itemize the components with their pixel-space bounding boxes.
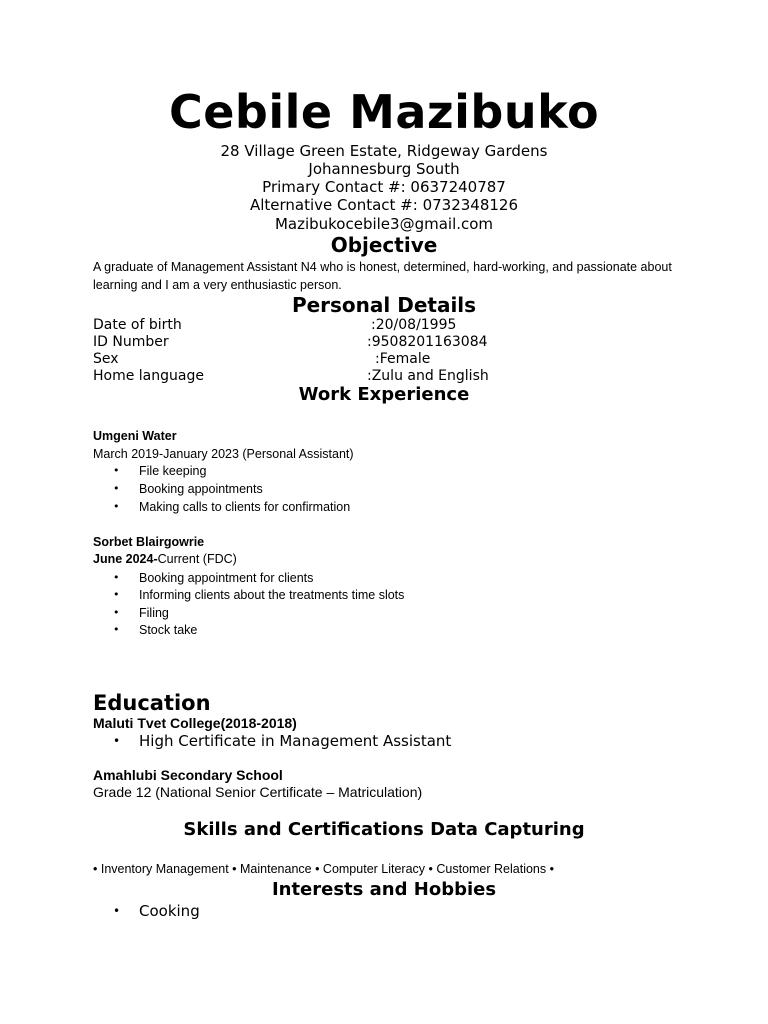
- education-institution-1: Maluti Tvet College(2018-2018): [93, 715, 297, 731]
- bullet-icon: •: [113, 464, 120, 477]
- bullet-icon: •: [113, 588, 120, 601]
- dob-label: Date of birth: [93, 317, 182, 333]
- job-2-period: [93, 550, 237, 568]
- bullet-icon: •: [113, 500, 120, 513]
- education-detail-2: Grade 12 (National Senior Certificate – Matriculation): [93, 784, 423, 800]
- bullet-icon: •: [113, 606, 120, 619]
- bullet-icon: •: [113, 571, 120, 584]
- dob-value: :20/08/1995: [371, 317, 457, 333]
- objective-text: A graduate of Management Assistant N4 who is honest, determined, hard-working, and passionate about learning and I am a very enthusiastic person.: [93, 260, 672, 292]
- home-language-label: Home language: [93, 368, 204, 384]
- job-2-duty-4: Stock take: [139, 623, 198, 637]
- work-experience-heading: Work Experience: [298, 384, 470, 405]
- bullet-icon: •: [113, 482, 120, 495]
- education-qualification-1: High Certificate in Management Assistant: [139, 732, 452, 750]
- bullet-icon: •: [113, 623, 120, 636]
- job-2-duty-2: Informing clients about the treatments time slots: [139, 588, 405, 602]
- education-heading: Education: [93, 691, 211, 715]
- job-2-company: Sorbet Blairgowrie: [93, 535, 205, 549]
- skills-list: • Inventory Management • Maintenance • Computer Literacy • Customer Relations •: [93, 862, 554, 876]
- job-1-duty-3: Making calls to clients for confirmation: [139, 500, 351, 514]
- job-2-duty-3: Filing: [139, 606, 169, 620]
- job-2-period-end: Current (FDC): [157, 552, 237, 566]
- personal-details-heading: Personal Details: [291, 293, 477, 317]
- address-line-2: Johannesburg South: [308, 160, 460, 178]
- sex-value: :Female: [375, 351, 431, 367]
- id-number-value: :9508201163084: [367, 334, 488, 350]
- job-2-period-start: June 2024-: [93, 552, 158, 566]
- job-2-duty-1: Booking appointment for clients: [139, 571, 314, 585]
- primary-contact: Primary Contact #: 0637240787: [262, 178, 506, 196]
- interest-item-1: Cooking: [139, 902, 200, 920]
- skills-heading: Skills and Certifications Data Capturing: [183, 819, 585, 840]
- job-1-duty-2: Booking appointments: [139, 482, 263, 496]
- email-address: Mazibukocebile3@gmail.com: [274, 215, 494, 233]
- sex-label: Sex: [93, 351, 119, 367]
- id-number-label: ID Number: [93, 334, 169, 350]
- candidate-name: Cebile Mazibuko: [168, 85, 600, 139]
- job-1-company: Umgeni Water: [93, 429, 177, 443]
- job-1-duty-1: File keeping: [139, 464, 207, 478]
- job-1-period: March 2019-January 2023 (Personal Assistant): [93, 447, 354, 461]
- education-institution-2: Amahlubi Secondary School: [93, 767, 283, 783]
- home-language-value: :Zulu and English: [367, 368, 489, 384]
- bullet-icon: •: [113, 734, 121, 748]
- address-line-1: 28 Village Green Estate, Ridgeway Gardens: [220, 142, 548, 160]
- bullet-icon: •: [113, 904, 121, 918]
- objective-heading: Objective: [330, 233, 438, 257]
- interests-heading: Interests and Hobbies: [271, 879, 497, 900]
- alternative-contact: Alternative Contact #: 0732348126: [249, 196, 518, 214]
